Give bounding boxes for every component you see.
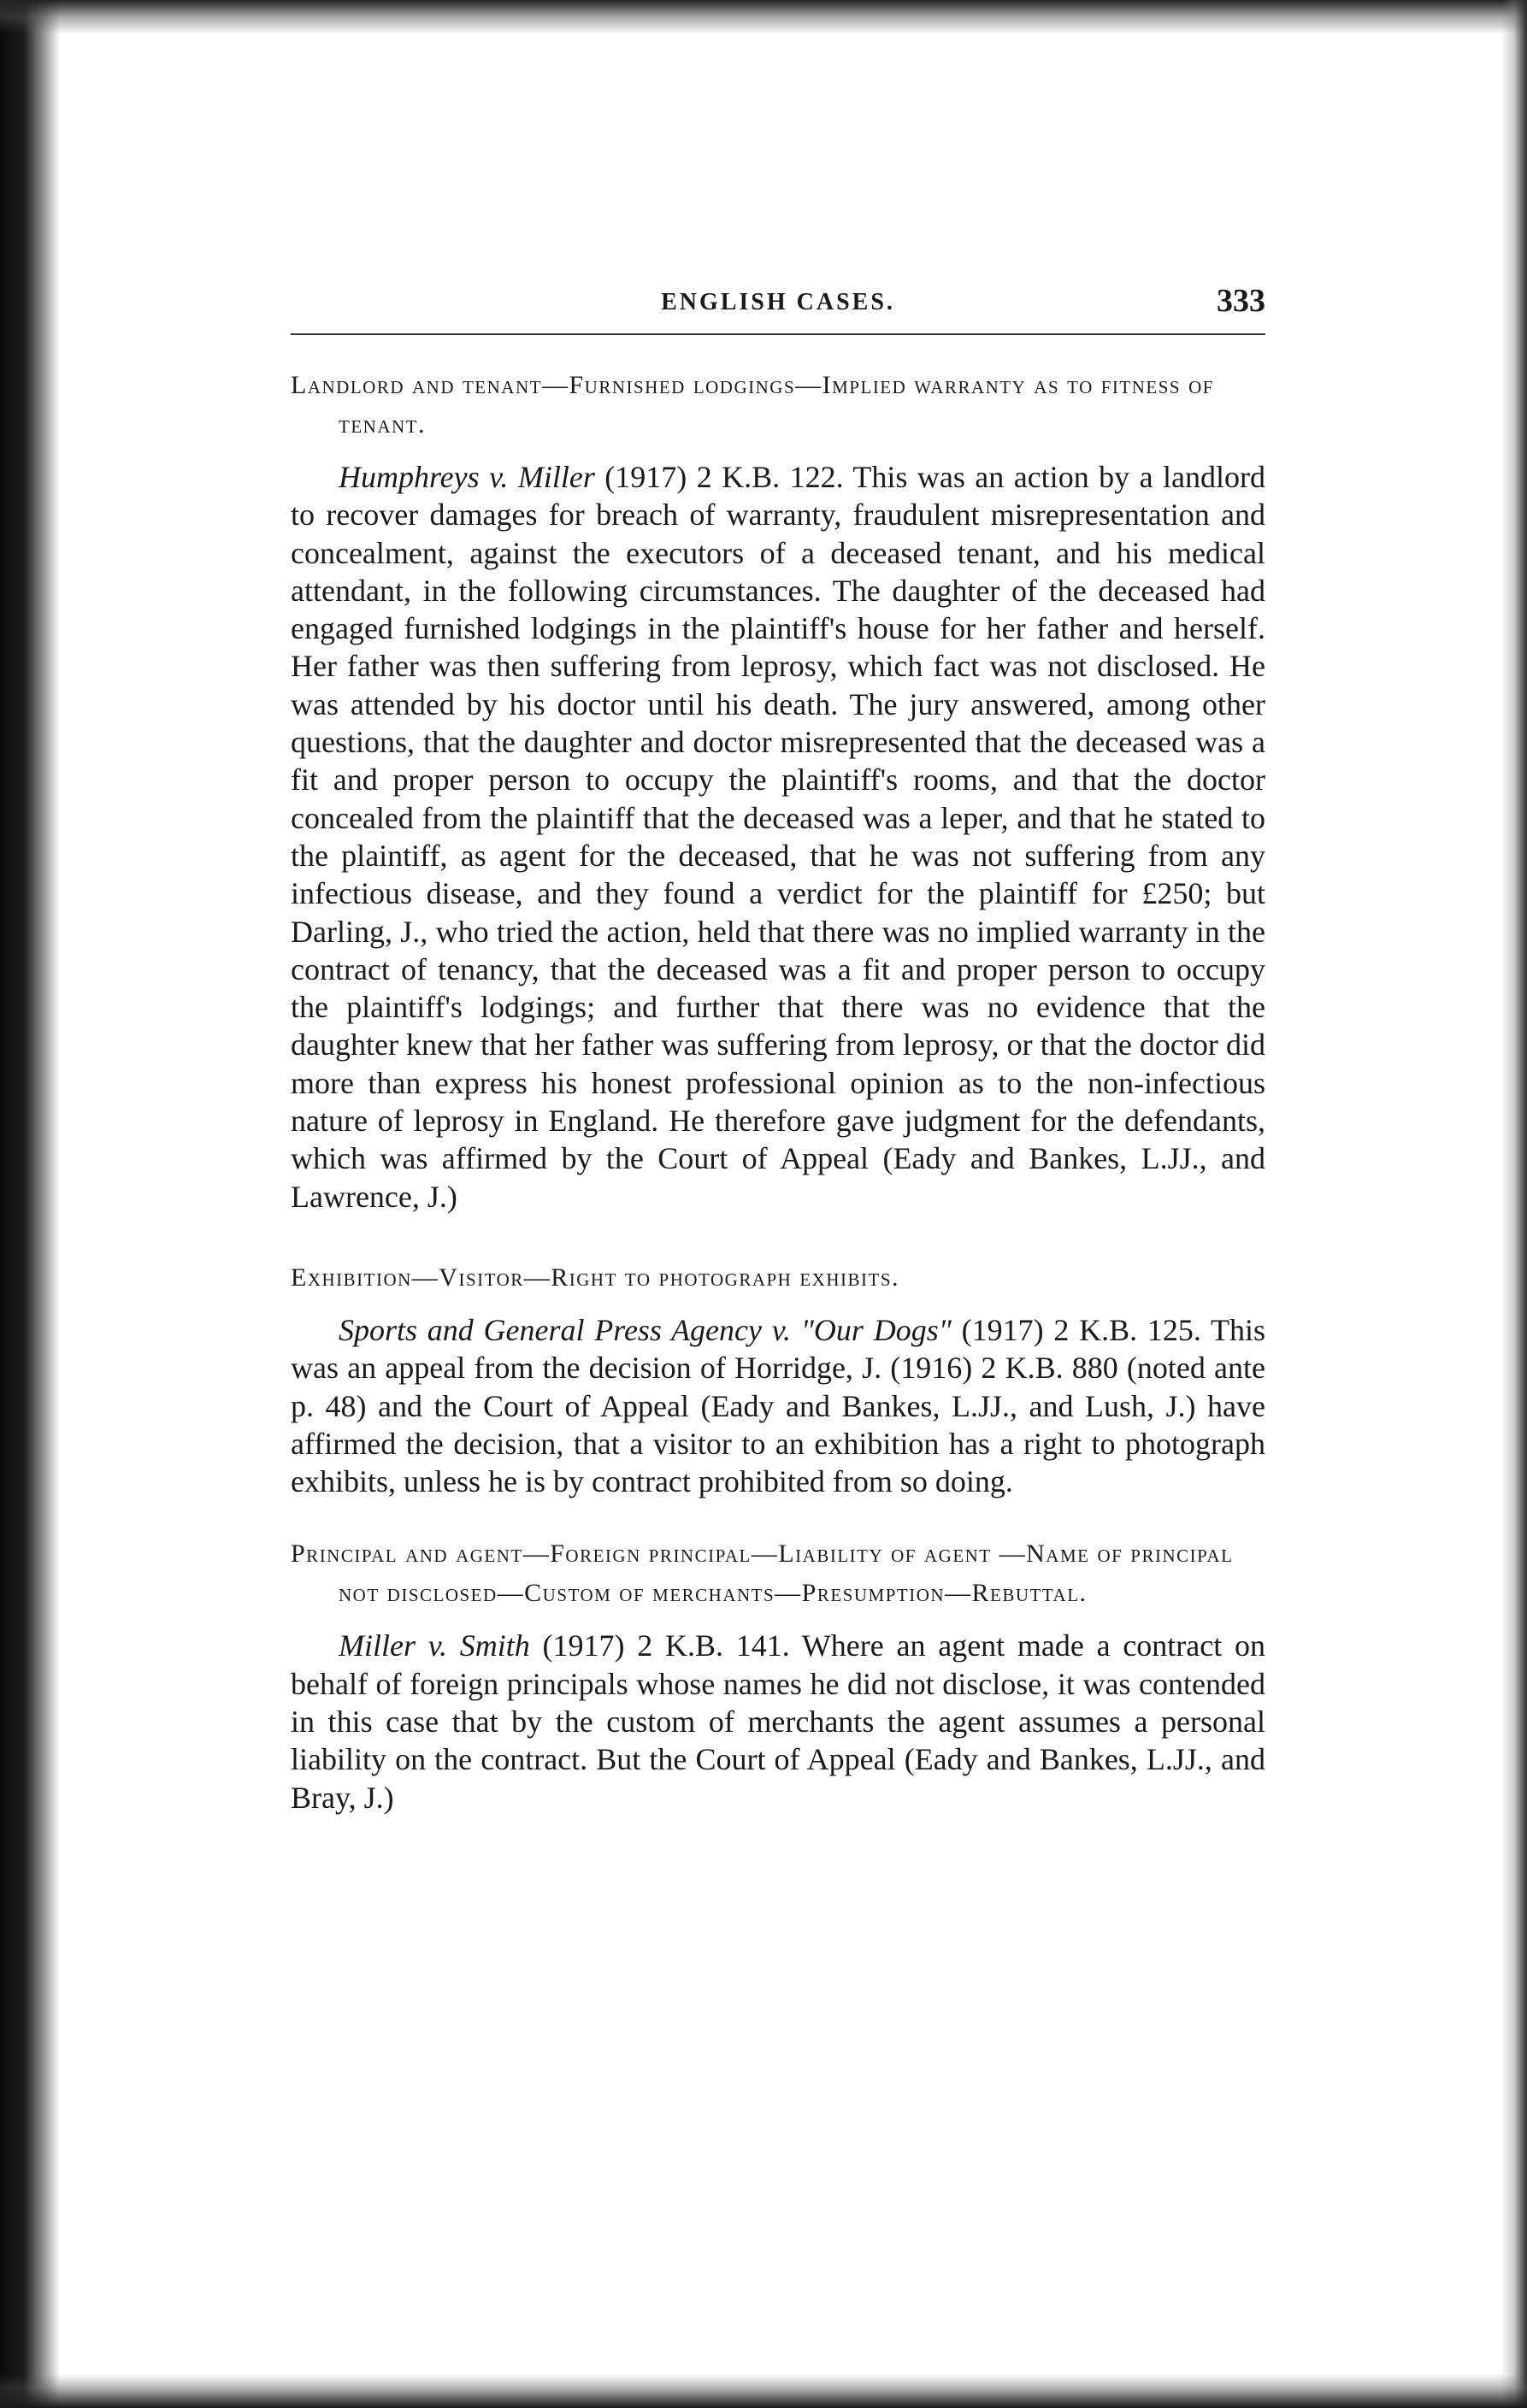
page-number: 333 <box>1217 283 1265 319</box>
section-heading-principal-agent: Principal and agent—Foreign principal—Liability of agent —Name of principal not disclosed—Custom of merchants—Presumption—Rebuttal. <box>291 1540 1234 1608</box>
page <box>291 282 1265 1816</box>
scan-edge-left <box>0 0 60 2408</box>
scan-edge-top <box>0 0 1527 34</box>
case-text: (1917) 2 K.B. 122. This was an action by a landlord to recover damages for breach of warranty, fraudulent misrepresentation and concealment, against the executors of a deceased tenant, and his medical attendant, in the following circumstances. The daughter of the deceased had engaged furnished lodgings in the plaintiff's house for her father and herself. Her father was then suffering from leprosy, which fact was not disclosed. He was attended by his doctor until his death. The jury answered, among other questions, that the daughter and doctor misrepresented that the deceased was a fit and proper person to occupy the plaintiff's rooms, and that the doctor concealed from the plaintiff that the deceased was a leper, and that he stated to the plaintiff, as agent for the deceased, that he was not suffering from any infectious disease, and they found a verdict for the plaintiff for £250; but Darling, J., who tried the action, held that there was no implied warranty in the contract of tenancy, that the deceased was a fit and proper person to occupy the plaintiff's lodgings; and further that there was no evidence that the daughter knew that her father was suffering from leprosy, or that the doctor did more than express his honest professional opinion as to the non-infectious nature of leprosy in England. He therefore gave judgment for the defendants, which was affirmed by the Court of Appeal (Eady and Bankes, L.JJ., and Lawrence, J.) <box>291 460 1265 1214</box>
section-heading-exhibition: Exhibition—Visitor—Right to photograph exhibits. <box>291 1263 899 1292</box>
case-name: Sports and General Press Agency v. "Our Dogs" <box>339 1312 952 1347</box>
section-body-landlord <box>291 458 1265 1216</box>
running-title: ENGLISH CASES. <box>661 289 895 315</box>
case-name: Humphreys v. Miller <box>339 460 595 494</box>
running-head <box>291 282 1265 335</box>
case-text: (1917) 2 K.B. 125. This was an appeal from the decision of Horridge, J. (1916) 2 K.B. 880 (noted ante p. 48) and the Court of Appeal (Eady and Bankes, L.JJ., and Lush, J.) have affirmed the decision, that a visitor to an exhibition has a right to photograph exhibits, unless he is by contract prohibited from so doing. <box>291 1312 1266 1499</box>
case-name: Miller v. Smith <box>339 1628 530 1663</box>
case-text: (1917) 2 K.B. 141. Where an agent made a contract on behalf of foreign principals whose names he did not disclose, it was contended in this case that by the custom of merchants the agent assumes a personal liability on the contract. But the Court of Appeal (Eady and Bankes, L.JJ., and Bray, J.) <box>291 1628 1266 1815</box>
scan-edge-bottom <box>0 2374 1527 2408</box>
scan-edge-right <box>1501 0 1527 2408</box>
section-body-principal-agent <box>291 1627 1265 1816</box>
section-heading-landlord: Landlord and tenant—Furnished lodgings—Implied warranty as to fitness of tenant. <box>291 371 1214 439</box>
section-body-exhibition <box>291 1311 1265 1500</box>
